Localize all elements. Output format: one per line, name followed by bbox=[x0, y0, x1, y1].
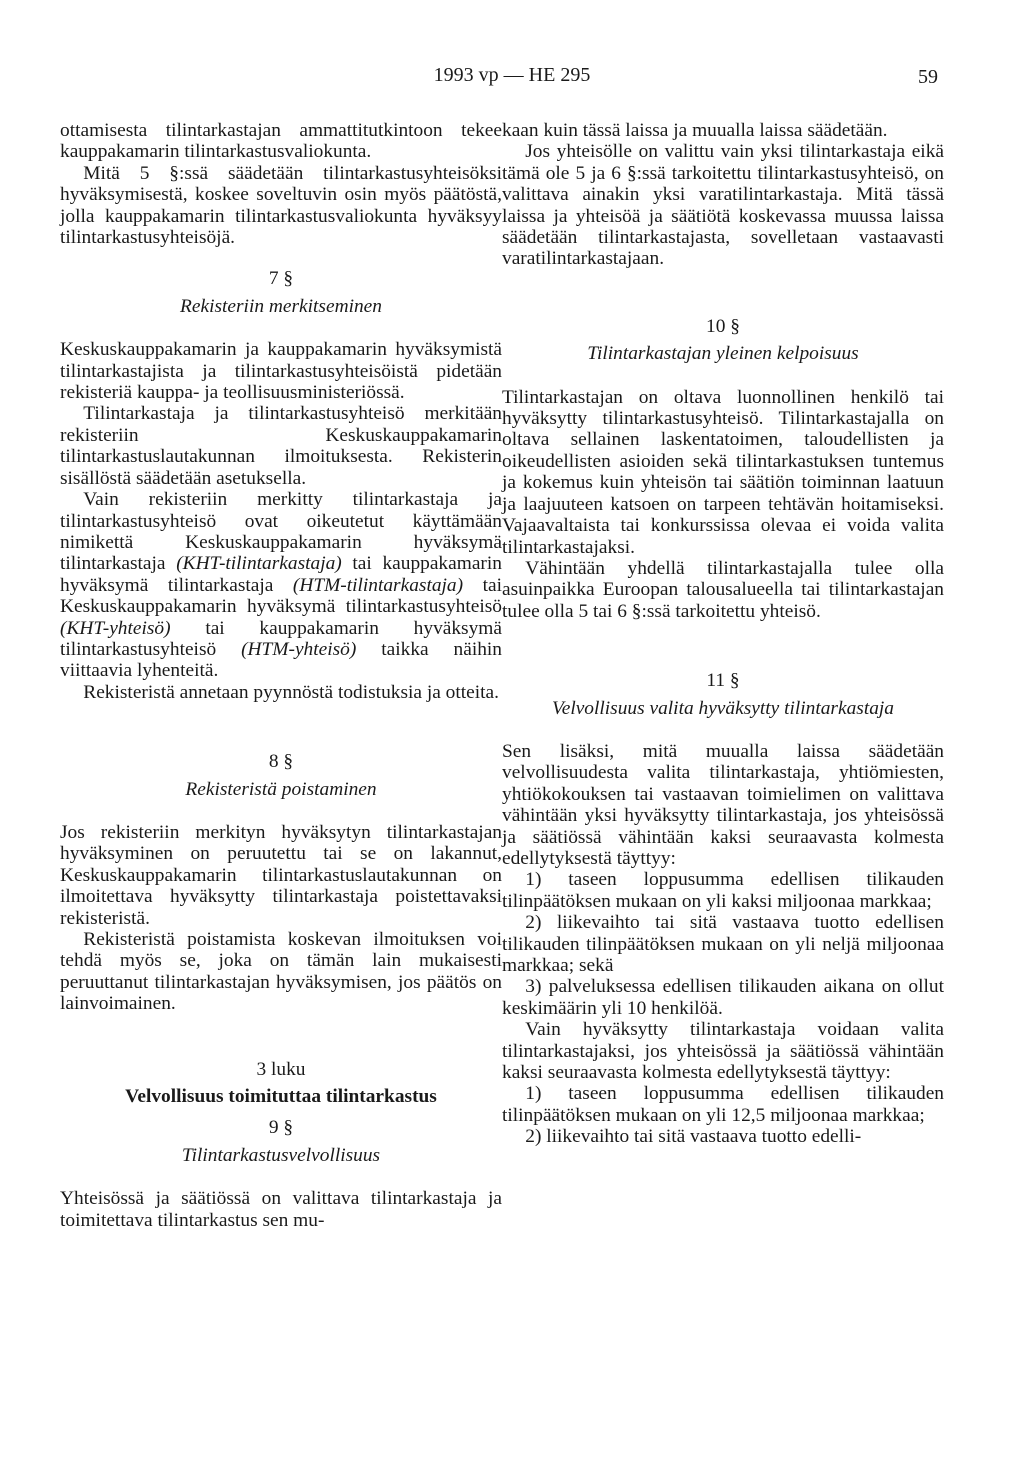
section-number-11: 11 § bbox=[706, 670, 740, 692]
paragraph: Tilintarkastajan on oltava luonnollinen henkilö tai hyväksytty tilintarkastusyhteisö. Tilintarkastajalla on oltava sellainen laskentatoimen, taloudellisten ja oikeudellisten asioiden sekä tilintarkastuksen tuntemus ja kokemus kuin yhteisön tai säätiön toiminnan laatuun ja laajuuteen katsoen on tarpeen tehtävän hoitamiseksi. Vajaavaltaista tai konkurssissa olevaa ei voida valita tilintarkastajaksi. bbox=[502, 386, 944, 558]
list-item: 2) liikevaihto tai sitä vastaava tuotto edelli- bbox=[525, 1126, 862, 1148]
section-title-9: Tilintarkastusvelvollisuus bbox=[181, 1144, 381, 1166]
paragraph: Rekisteristä annetaan pyynnöstä todistuksia ja otteita. bbox=[83, 681, 499, 703]
section-number-9: 9 § bbox=[268, 1117, 294, 1139]
paragraph: Vain hyväksytty tilintarkastaja voidaan valita tilintarkastajaksi, jos yhteisössä ja säätiössä vähintään kaksi seuraavasta kolmesta edellytyksestä täyttyy: bbox=[502, 1019, 944, 1084]
paragraph: kaan kuin tässä laissa ja muualla laissa säädetään. bbox=[502, 120, 888, 141]
text-run-italic: (HTM-tilintarkastaja) bbox=[292, 574, 464, 596]
text-run-italic: (KHT-tilintarkastaja) bbox=[176, 553, 342, 575]
chapter-number: 3 luku bbox=[256, 1058, 306, 1080]
paragraph: Keskuskauppakamarin ja kauppakamarin hyväksymistä tilintarkastajista ja tilintarkastusyhteisöistä pidetään rekisteriä kauppa- ja teollisuusministeriössä. bbox=[60, 339, 502, 404]
section-number-8: 8 § bbox=[268, 751, 294, 773]
running-title: 1993 vp — HE 295 bbox=[433, 64, 591, 86]
text-run: tai kauppakamarin hyväksymä tilintarkastusyhteisö bbox=[60, 617, 502, 660]
text-run-italic: (HTM-yhteisö) bbox=[241, 638, 357, 660]
section-title-8: Rekisteristä poistaminen bbox=[185, 778, 377, 800]
section-title-11: Velvollisuus valita hyväksytty tilintarkastaja bbox=[552, 697, 894, 719]
paragraph: ottamisesta tilintarkastajan ammattitutkintoon tekee kauppakamarin tilintarkastusvaliokunta. bbox=[60, 120, 502, 163]
section-title-7: Rekisteriin merkitseminen bbox=[180, 295, 382, 317]
paragraph bbox=[60, 489, 502, 682]
text-run: tai kauppakamarin hyväksymä tilintarkastaja bbox=[60, 553, 502, 596]
list-item: 1) taseen loppusumma edellisen tilikauden tilinpäätöksen mukaan on yli kaksi miljoonaa markkaa; bbox=[502, 869, 944, 912]
right-column bbox=[502, 120, 944, 1148]
section-title-10: Tilintarkastajan yleinen kelpoisuus bbox=[587, 343, 859, 365]
paragraph: Yhteisössä ja säätiössä on valittava tilintarkastaja ja toimitettava tilintarkastus sen mu- bbox=[60, 1188, 502, 1231]
paragraph: Jos yhteisölle on valittu vain yksi tilintarkastaja eikä tämä ole 5 ja 6 §:ssä tarkoitettu tilintarkastusyhteisö, on valittava ainakin yksi varatilintarkastaja. Mitä tässä laissa ja yhteisöä ja säätiötä koskevassa muussa laissa säädetään tilintarkastajasta, sovelletaan vastaavasti varatilintarkastajaan. bbox=[502, 141, 944, 270]
list-item: 2) liikevaihto tai sitä vastaava tuotto edellisen tilikauden tilinpäätöksen mukaan on yli neljä miljoonaa markkaa; sekä bbox=[502, 912, 944, 976]
list-item: 3) palveluksessa edellisen tilikauden aikana on ollut keskimäärin yli 10 henkilöä. bbox=[502, 976, 944, 1019]
paragraph: Jos rekisteriin merkityn hyväksytyn tilintarkastajan hyväksyminen on peruutettu tai se on lakannut, Keskuskauppakamarin tilintarkastuslautakunnan on ilmoitettava hyväksytty tilintarkastaja poistettavaksi rekisteristä. bbox=[60, 821, 502, 929]
page-number: 59 bbox=[918, 66, 938, 88]
paragraph: Vähintään yhdellä tilintarkastajalla tulee olla asuinpaikka Euroopan talousalueella tai tilintarkastajan tulee olla 5 tai 6 §:ssä tarkoitettu yhteisö. bbox=[502, 557, 944, 622]
page-header bbox=[0, 64, 1024, 94]
section-number-10: 10 § bbox=[706, 315, 740, 337]
text-run: taikka näihin viittaavia lyhenteitä. bbox=[60, 638, 502, 682]
text-run: tai Keskuskauppakamarin hyväksymä tilintarkastusyhteisö bbox=[60, 574, 502, 618]
paragraph: Sen lisäksi, mitä muualla laissa säädetään velvollisuudesta valita tilintarkastaja, yhtiömiesten, yhtiökokouksen tai vastaavan toimielimen on valittava vähintään yksi hyväksytty tilintarkastaja, jos yhteisössä ja säätiössä vähintään kaksi seuraavasta kolmesta edellytyksestä täyttyy: bbox=[502, 740, 944, 869]
paragraph: Rekisteristä poistamista koskevan ilmoituksen voi tehdä myös se, joka on tämän lain mukaisesti peruuttanut tilintarkastajan hyväksymisen, jos päätös on lainvoimainen. bbox=[60, 929, 502, 1015]
section-number-7: 7 § bbox=[268, 268, 294, 290]
chapter-title: Velvollisuus toimituttaa tilintarkastus bbox=[125, 1086, 437, 1108]
paragraph: Mitä 5 §:ssä säädetään tilintarkastusyhteisöksi hyväksymisestä, koskee soveltuvin osin myös päätöstä, jolla kauppakamarin tilintarkastusvaliokunta hyväksyy tilintarkastusyhteisöjä. bbox=[60, 162, 502, 249]
text-run-italic: (KHT-yhteisö) bbox=[60, 617, 171, 639]
paragraph: Tilintarkastaja ja tilintarkastusyhteisö merkitään rekisteriin Keskuskauppakamarin tilintarkastuslautakunnan ilmoituksesta. Rekisterin sisällöstä säädetään asetuksella. bbox=[60, 403, 502, 489]
text-run: Vain rekisteriin merkitty tilintarkastaja ja tilintarkastusyhteisö ovat oikeutetut käyttämään nimikettä Keskuskauppakamarin hyväksymä tilintarkastaja bbox=[60, 489, 502, 575]
left-column bbox=[60, 120, 502, 1231]
list-item: 1) taseen loppusumma edellisen tilikauden tilinpäätöksen mukaan on yli 12,5 miljoonaa markkaa; bbox=[502, 1083, 944, 1126]
